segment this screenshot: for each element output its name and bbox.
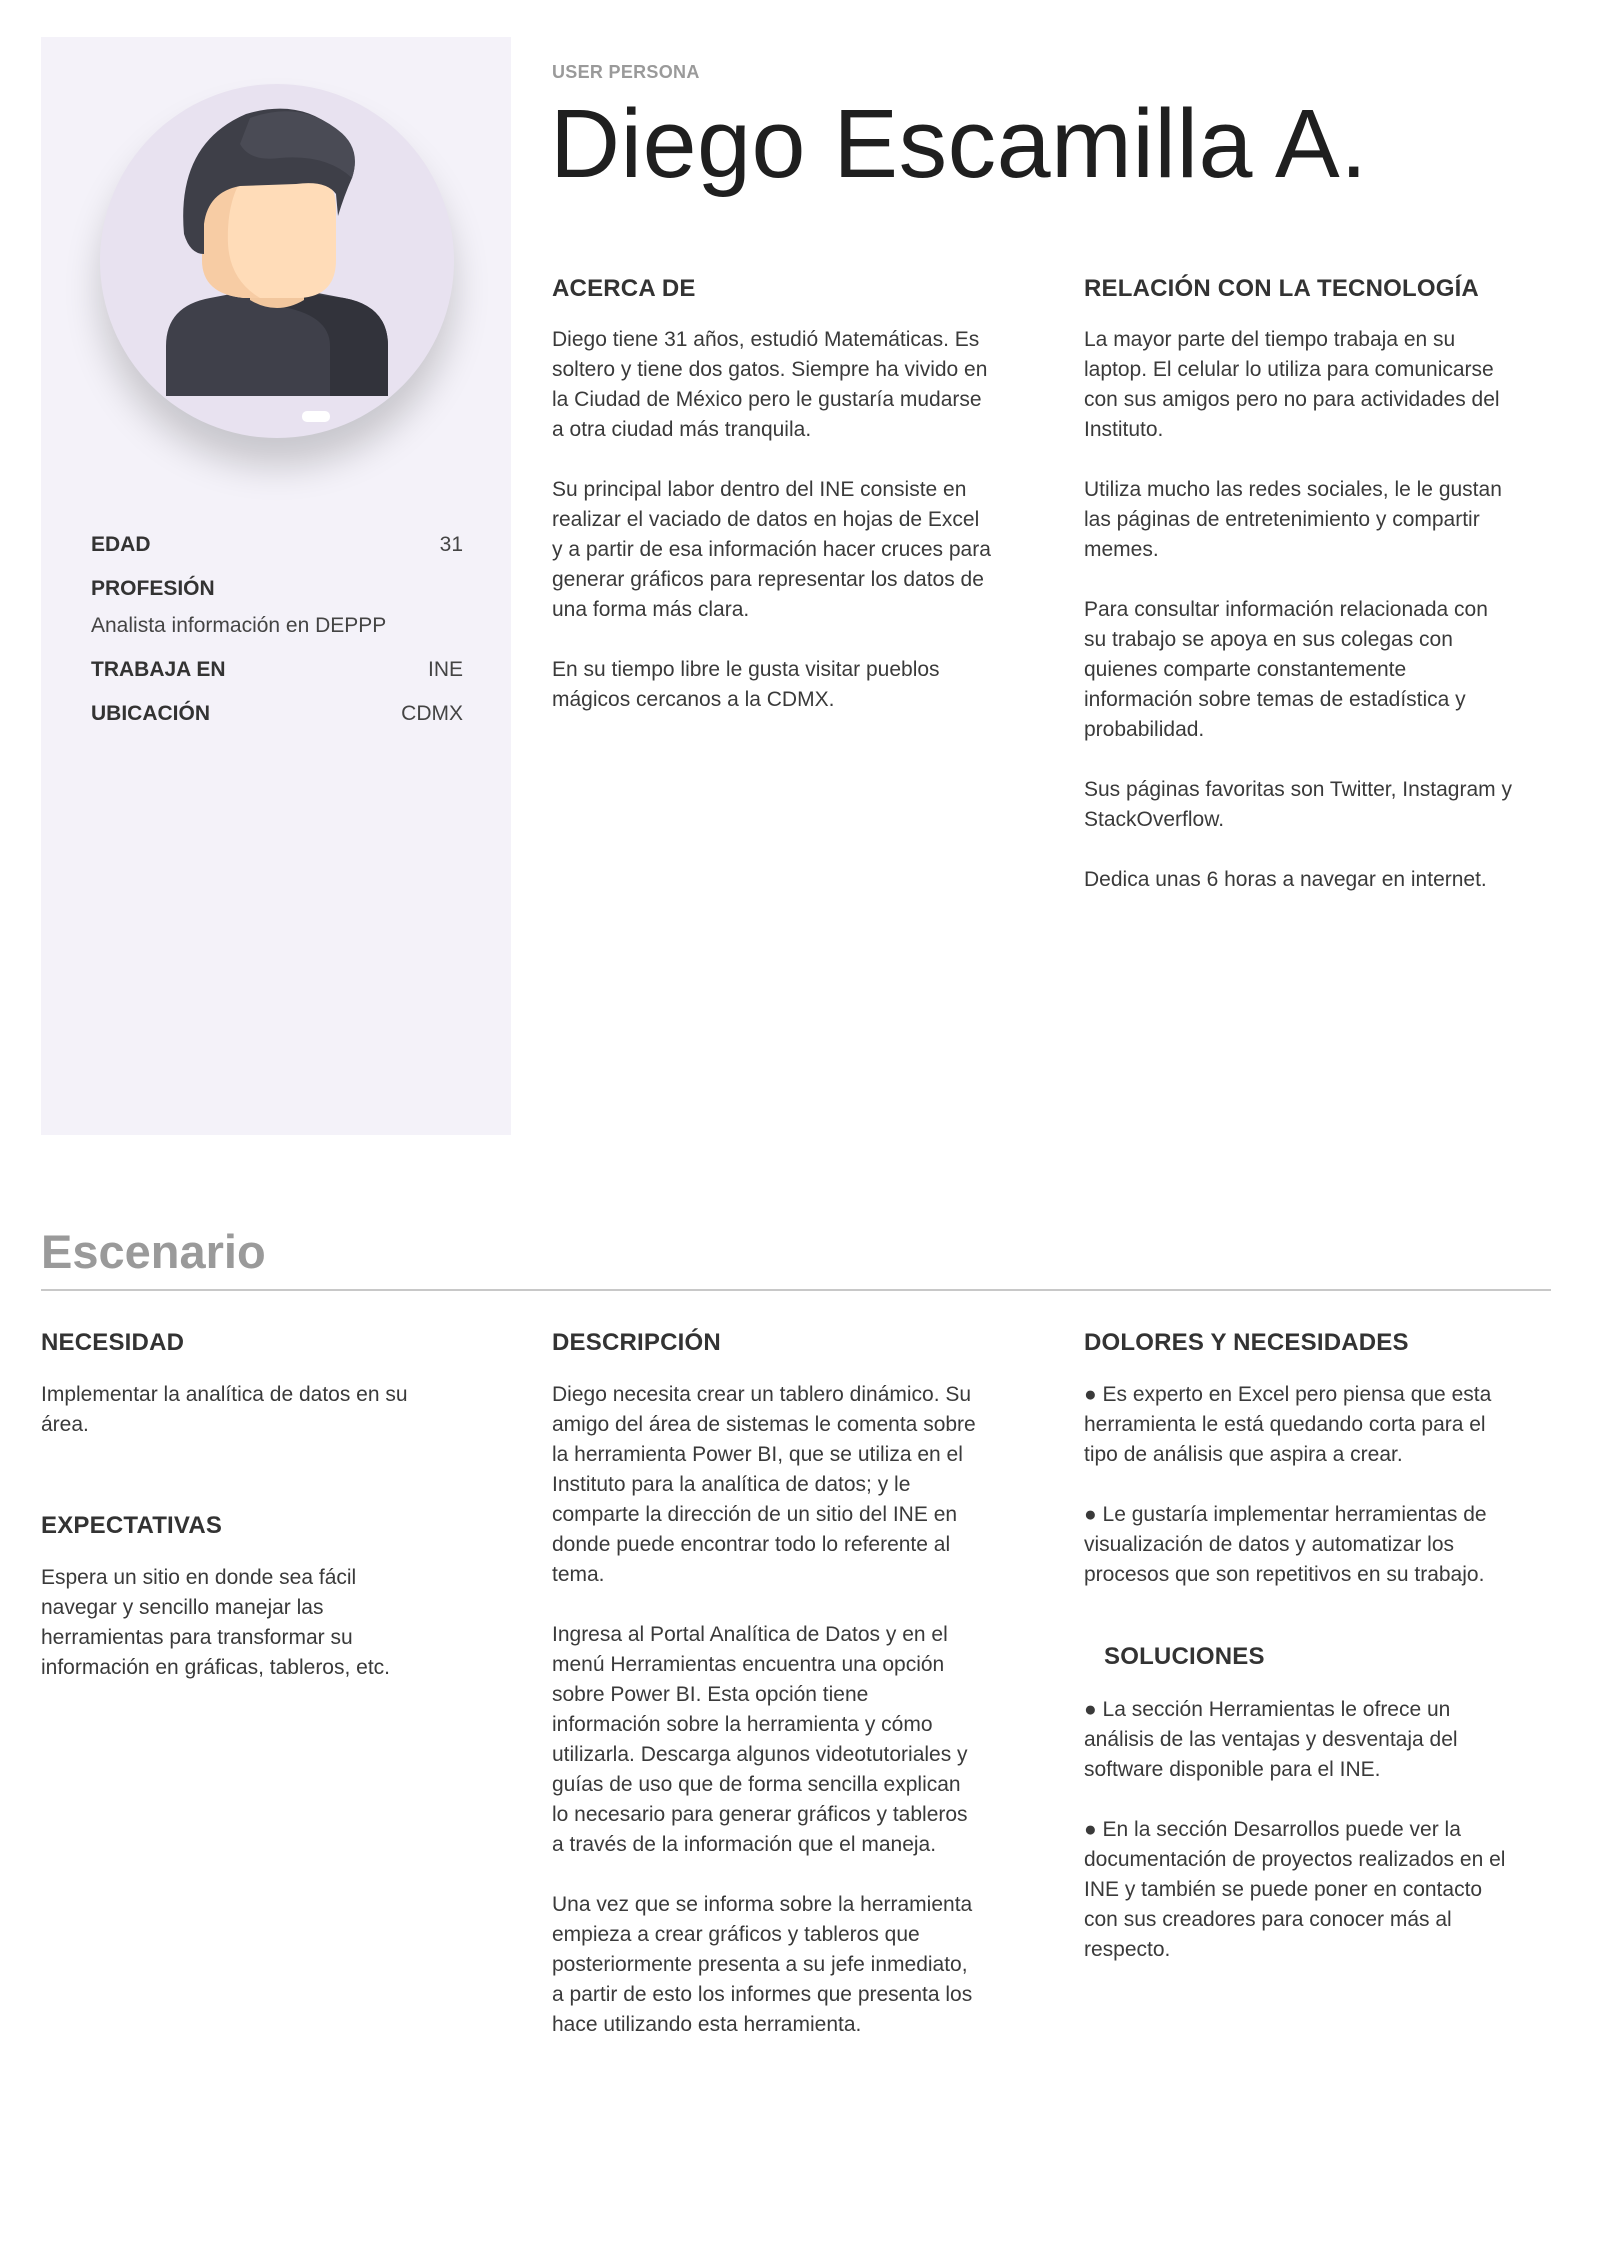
dolores-item: ● Le gustaría implementar herramientas de visualización de datos y automatizar los procesos que son repetitivos en su trabajo.: [1084, 1503, 1487, 1586]
acerca-heading: ACERCA DE: [552, 275, 696, 302]
ubicacion-label: UBICACIÓN: [91, 702, 210, 725]
soluciones-item: ● En la sección Desarrollos puede ver la documentación de proyectos realizados en el INE y también se puede poner en contacto con sus creadores para conocer más al respecto.: [1084, 1818, 1506, 1961]
tecnologia-paragraph: La mayor parte del tiempo trabaja en su laptop. El celular lo utiliza para comunicarse con sus amigos pero no para actividades del Instituto.: [1084, 328, 1500, 441]
edad-value: 31: [439, 533, 463, 556]
tecnologia-heading: RELACIÓN CON LA TECNOLOGÍA: [1084, 275, 1479, 302]
tecnologia-paragraph: Sus páginas favoritas son Twitter, Instagram y StackOverflow.: [1084, 778, 1512, 831]
tecnologia-paragraph: Dedica unas 6 horas a navegar en internet.: [1084, 868, 1487, 891]
necesidad-text: Implementar la analítica de datos en su área.: [41, 1383, 408, 1436]
acerca-paragraph: Su principal labor dentro del INE consiste en realizar el vaciado de datos en hojas de Excel y a partir de esa información hacer cruces para generar gráficos para representar los datos de una forma más clara.: [552, 478, 991, 621]
descripcion-paragraph: Ingresa al Portal Analítica de Datos y en el menú Herramientas encuentra una opción sobre Power BI. Esta opción tiene información sobre la herramienta y cómo utilizarla. Descarga algunos videotutoriales y guías de uso que de forma sencilla explican lo necesario para generar gráficos y tableros a través de la información que el maneja.: [552, 1623, 968, 1856]
profesion-value: Analista información en DEPPP: [91, 614, 387, 637]
expectativas-text: Espera un sitio en donde sea fácil navegar y sencillo manejar las herramientas para transformar su información en gráficas, tableros, etc.: [41, 1566, 391, 1679]
section-divider: [41, 1289, 1551, 1291]
user-avatar-icon: [100, 84, 454, 438]
persona-name: Diego Escamilla A.: [550, 89, 1368, 198]
soluciones-section: [1084, 1695, 1584, 1965]
trabaja-label: TRABAJA EN: [91, 658, 226, 681]
soluciones-item: ● La sección Herramientas le ofrece un análisis de las ventajas y desventaja del software disponible para el INE.: [1084, 1698, 1458, 1781]
escenario-title: Escenario: [41, 1225, 266, 1278]
descripcion-section: [552, 1380, 1052, 2040]
avatar: [100, 84, 454, 438]
tecnologia-paragraph: Utiliza mucho las redes sociales, le le gustan las páginas de entretenimiento y compartir memes.: [1084, 478, 1502, 561]
necesidad-heading: NECESIDAD: [41, 1329, 185, 1356]
acerca-paragraph: En su tiempo libre le gusta visitar pueblos mágicos cercanos a la CDMX.: [552, 658, 940, 711]
trabaja-value: INE: [427, 658, 463, 681]
expectativas-heading: EXPECTATIVAS: [41, 1512, 223, 1539]
tecnologia-paragraph: Para consultar información relacionada con su trabajo se apoya en sus colegas con quienes comparte constantemente información sobre temas de estadística y probabilidad.: [1084, 598, 1488, 741]
acerca-section: [552, 325, 1052, 715]
descripcion-paragraph: Diego necesita crear un tablero dinámico. Su amigo del área de sistemas le comenta sobre la herramienta Power BI, que se utiliza en el Instituto para la analítica de datos; y le comparte la dirección de un sitio del INE en donde puede encontrar todo lo referente al tema.: [552, 1383, 976, 1586]
dolores-section: [1084, 1380, 1584, 1590]
soluciones-heading: SOLUCIONES: [1104, 1643, 1265, 1670]
descripcion-heading: DESCRIPCIÓN: [552, 1329, 721, 1356]
edad-label: EDAD: [91, 533, 151, 556]
dolores-item: ● Es experto en Excel pero piensa que esta herramienta le está quedando corta para el tipo de análisis que aspira a crear.: [1084, 1383, 1492, 1466]
persona-eyebrow: USER PERSONA: [552, 62, 700, 82]
profesion-label: PROFESIÓN: [91, 577, 215, 600]
tecnologia-section: [1084, 325, 1584, 895]
ubicacion-value: CDMX: [401, 702, 463, 725]
acerca-paragraph: Diego tiene 31 años, estudió Matemáticas. Es soltero y tiene dos gatos. Siempre ha vivido en la Ciudad de México pero le gustaría mudarse a otra ciudad más tranquila.: [552, 328, 988, 441]
descripcion-paragraph: Una vez que se informa sobre la herramienta empieza a crear gráficos y tableros que posteriormente presenta a su jefe inmediato, a partir de esto los informes que presenta los hace utilizando esta herramienta.: [552, 1893, 973, 2036]
dolores-heading: DOLORES Y NECESIDADES: [1084, 1329, 1409, 1356]
